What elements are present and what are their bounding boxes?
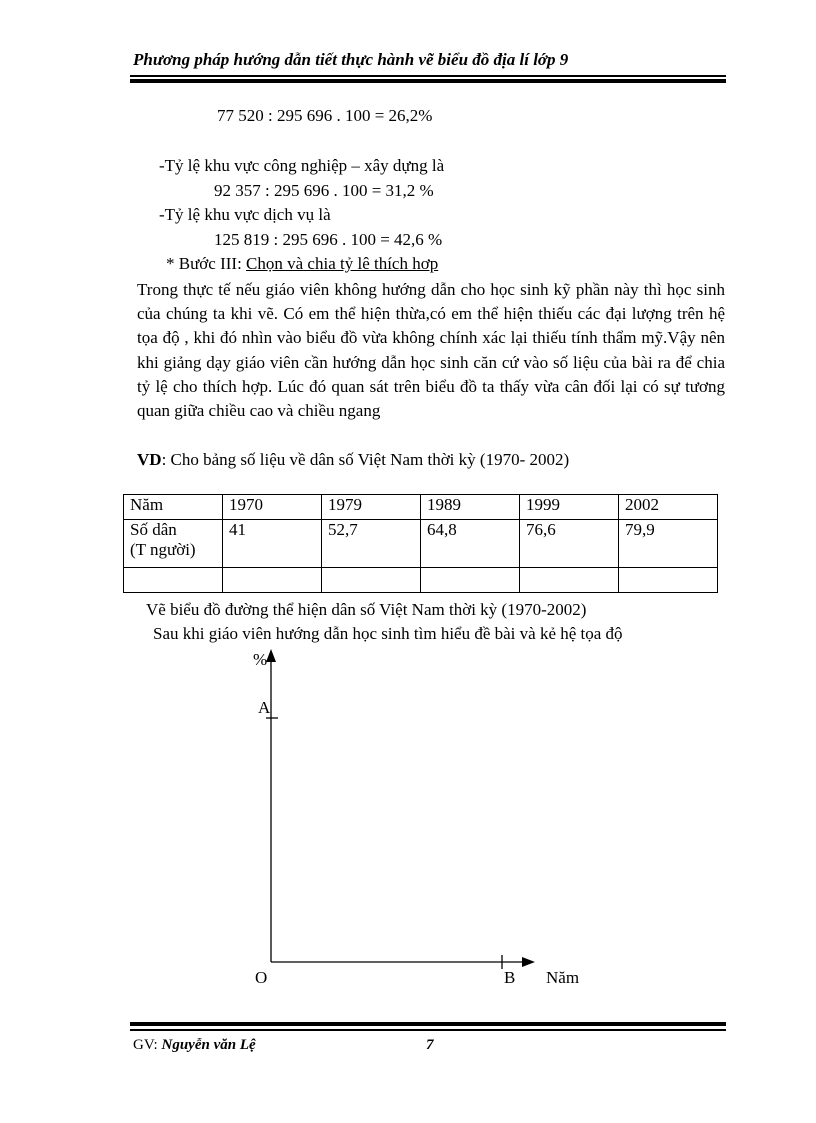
- table-cell-population: 64,8: [421, 520, 520, 568]
- x-axis-label: Năm: [546, 968, 580, 987]
- table-cell-year: 2002: [619, 495, 718, 520]
- table-cell-year: 1989: [421, 495, 520, 520]
- table-cell-year: 1970: [223, 495, 322, 520]
- calc-line-2: 92 357 : 295 696 . 100 = 31,2 %: [214, 181, 434, 200]
- table-cell-population: 76,6: [520, 520, 619, 568]
- x-axis-arrow-icon: [522, 957, 535, 967]
- y-point-label: A: [258, 698, 271, 717]
- table-cell-year: 1979: [322, 495, 421, 520]
- y-axis-arrow-icon: [266, 649, 276, 662]
- step-title: Chọn và chia tỷ lê thích hơp: [246, 254, 439, 273]
- instruction-line-2: Sau khi giáo viên hướng dẫn học sinh tìm hiểu đề bài và kẻ hệ tọa độ: [153, 624, 623, 643]
- table-cell-population: 79,9: [619, 520, 718, 568]
- table-cell-population: 52,7: [322, 520, 421, 568]
- x-point-label: B: [504, 968, 516, 987]
- table-cell-population: 41: [223, 520, 322, 568]
- table-cell-year: 1999: [520, 495, 619, 520]
- calc-label-industry: -Tỷ lệ khu vực công nghiệp – xây dựng là: [159, 156, 445, 175]
- page-header-title: Phương pháp hướng dẫn tiết thực hành vẽ biểu đồ địa lí lớp 9: [133, 50, 569, 69]
- footer-rule-thin: [130, 1029, 726, 1031]
- calc-line-1: 77 520 : 295 696 . 100 = 26,2%: [217, 106, 433, 125]
- paragraph-text: Trong thực tế nếu giáo viên không hướng dẫn cho học sinh kỹ phần này thì học sinh của chúng ta khi vẽ. Có em thể hiện thừa,có em thể hiện thiếu các đại lượng trên hệ tọa độ , khi đó nhìn vào biểu đồ vừa không chính xác lại thiếu tính thẩm mỹ.Vậy nên khi giảng dạy giáo viên cần hướng dẫn học sinh căn cứ vào số liệu của bài ra để chia tỷ lệ cho thích hợp. Lúc đó quan sát trên biểu đồ ta thấy vừa cân đối lại có sự tương quan giữa chiều cao và chiều ngang: [137, 280, 725, 421]
- population-label-line2: (T người): [130, 540, 196, 559]
- footer-gv-prefix: GV:: [133, 1037, 162, 1053]
- vd-label: VD: [137, 450, 162, 469]
- origin-label: O: [255, 968, 268, 987]
- population-label-line1: Số dân: [130, 520, 177, 539]
- footer-teacher-name: Nguyễn văn Lệ: [161, 1037, 256, 1053]
- footer-teacher: [133, 1037, 256, 1054]
- page-number: 7: [426, 1037, 434, 1053]
- calc-line-3: 125 819 : 295 696 . 100 = 42,6 %: [214, 230, 443, 249]
- calc-label-services: -Tỷ lệ khu vực dịch vụ là: [159, 205, 331, 224]
- footer-rule-thick: [130, 1022, 726, 1026]
- instruction-line-1: Vẽ biểu đồ đường thể hiện dân số Việt Nam thời kỳ (1970-2002): [146, 600, 587, 619]
- table-header-year: Năm: [124, 495, 223, 520]
- vd-text: : Cho bảng số liệu về dân số Việt Nam thời kỳ (1970- 2002): [161, 450, 570, 469]
- step-prefix: * Bước III:: [166, 254, 247, 273]
- y-axis-label: %: [253, 650, 268, 669]
